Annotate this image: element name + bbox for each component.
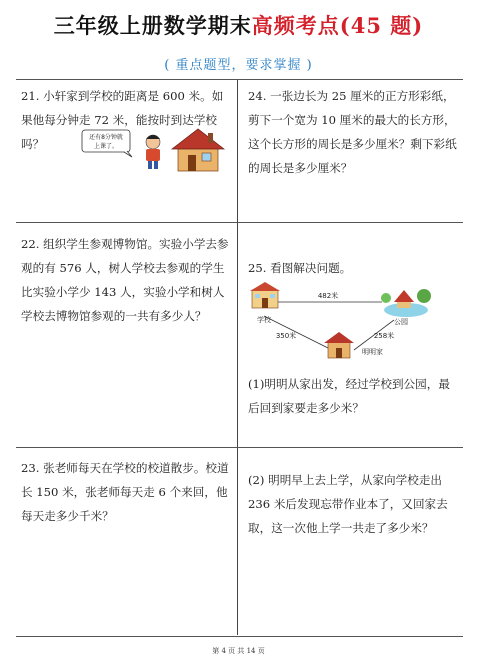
school-label: 学校 [257, 316, 271, 324]
home-icon [324, 332, 354, 358]
school-icon [250, 282, 280, 308]
question-21: 21. 小轩家到学校的距离是 600 米。如果他每分钟走 72 米，能按时到达学校吗？ [21, 89, 224, 151]
bubble-line-2: 上课了。 [93, 143, 119, 150]
title-main: 三年级上册数学期末 [53, 13, 252, 38]
distance-school-park: 482米 [317, 292, 339, 300]
title-highlight: 高频考点(45 题) [251, 13, 424, 38]
home-label: 明明家 [362, 348, 383, 356]
house-icon [172, 129, 224, 171]
row-divider-1 [16, 222, 463, 223]
question-25-part-1: (1)明明从家出发，经过学校到公园，最后回到家要走多少米？ [248, 377, 450, 415]
question-22: 22. 组织学生参观博物馆。实验小学去参观的有 576 人，树人学校去参观的学生比实验小学少 143 人，实验小学和树人学校去博物馆参观的一共有多少人？ [21, 237, 229, 323]
park-label: 公园 [394, 318, 408, 326]
route-map [244, 280, 469, 368]
bubble-line-1: 还有8分钟就 [89, 134, 123, 141]
question-23: 23. 张老师每天在学校的校道散步。校道长 150 米，张老师每天走 6 个来回，他每天走多少千米？ [21, 461, 229, 523]
page-subtitle: ( 重点题型，要求掌握 ) [164, 58, 313, 73]
question-25-part-2: (2) 明明早上去上学，从家向学校走出 236 米后发现忘带作业本了，又回家去取，这一次他上学一共走了多少米？ [248, 473, 448, 535]
distance-school-home: 350米 [275, 332, 297, 340]
speech-bubble [82, 130, 132, 157]
top-divider [16, 79, 463, 80]
page-number: 第 4 页 共 14 页 [212, 647, 265, 655]
row-divider-2 [16, 447, 463, 448]
distance-home-park: 258米 [373, 332, 395, 340]
bottom-divider [16, 636, 463, 637]
road-school-home [264, 316, 332, 350]
park-icon [381, 289, 431, 317]
question-24: 24. 一张边长为 25 厘米的正方形彩纸，剪下一个宽为 10 厘米的最大的长方形，这个长方形的周长是多少厘米？剩下彩纸的周长是多少厘米？ [248, 89, 457, 175]
page-title [0, 10, 477, 40]
question-25: 25. 看图解决问题。 [248, 261, 352, 275]
q21-illustration [80, 127, 250, 177]
boy-icon [146, 135, 160, 169]
